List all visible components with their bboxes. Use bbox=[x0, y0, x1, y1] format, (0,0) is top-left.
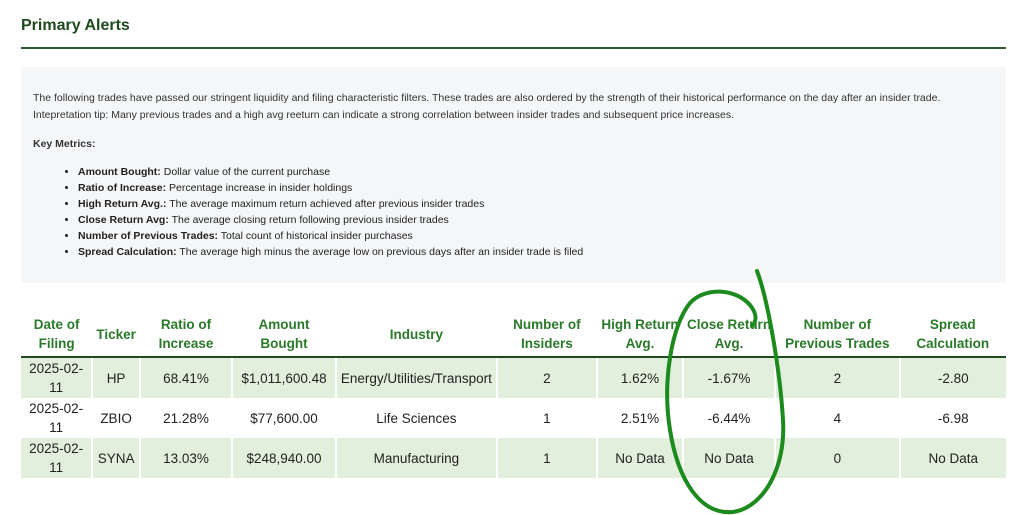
metric-term: Close Return Avg: bbox=[78, 214, 169, 226]
column-header-industry[interactable]: Industry bbox=[336, 312, 497, 357]
cell-previous-trades: 0 bbox=[775, 438, 900, 478]
cell-ratio: 68.41% bbox=[140, 357, 232, 398]
cell-amount: $248,940.00 bbox=[232, 438, 336, 478]
metric-definition: The average high minus the average low on previous days after an insider trade is filed bbox=[179, 246, 584, 258]
metric-item bbox=[78, 180, 583, 196]
description-line-2: Intepretation tip: Many previous trades and a high avg reeturn can indicate a strong correlation between insider trades and subsequent price increases. bbox=[33, 109, 735, 121]
column-header-number-of-previous-trades[interactable]: Number of Previous Trades bbox=[775, 312, 900, 357]
info-description bbox=[33, 90, 993, 124]
cell-industry: Life Sciences bbox=[336, 398, 497, 438]
cell-close-return: -6.44% bbox=[683, 398, 775, 438]
column-header-date-of-filing[interactable]: Date of Filing bbox=[21, 312, 92, 357]
cell-high-return: No Data bbox=[597, 438, 683, 478]
column-header-number-of-insiders[interactable]: Number of Insiders bbox=[497, 312, 597, 357]
metric-item bbox=[78, 196, 583, 212]
metric-definition: Total count of historical insider purchases bbox=[220, 230, 413, 242]
cell-ratio: 13.03% bbox=[140, 438, 232, 478]
metric-definition: Dollar value of the current purchase bbox=[163, 166, 331, 178]
cell-insiders: 2 bbox=[497, 357, 597, 398]
cell-amount: $1,011,600.48 bbox=[232, 357, 336, 398]
key-metrics-heading: Key Metrics: bbox=[33, 138, 96, 150]
cell-ticker: HP bbox=[92, 357, 140, 398]
metric-definition: The average maximum return achieved after previous insider trades bbox=[169, 198, 485, 210]
info-panel bbox=[21, 67, 1006, 283]
metric-term: Number of Previous Trades: bbox=[78, 230, 219, 242]
cell-close-return: -1.67% bbox=[683, 357, 775, 398]
cell-ticker: SYNA bbox=[92, 438, 140, 478]
cell-spread: -2.80 bbox=[900, 357, 1006, 398]
cell-previous-trades: 2 bbox=[775, 357, 900, 398]
cell-insiders: 1 bbox=[497, 438, 597, 478]
cell-ticker: ZBIO bbox=[92, 398, 140, 438]
table-row bbox=[21, 438, 1006, 478]
cell-spread: -6.98 bbox=[937, 410, 969, 426]
column-header-ratio-of-increase[interactable]: Ratio of Increase bbox=[140, 312, 232, 357]
metric-definition: Percentage increase in insider holdings bbox=[169, 182, 353, 194]
metric-item bbox=[78, 228, 583, 244]
metric-item bbox=[78, 212, 583, 228]
cell-ratio: 21.28% bbox=[140, 398, 232, 438]
table-row bbox=[21, 398, 1006, 438]
page-title: Primary Alerts bbox=[21, 17, 130, 34]
cell-high-return: 1.62% bbox=[597, 357, 683, 398]
cell-previous-trades: 4 bbox=[775, 398, 900, 438]
column-header-spread-calculation[interactable]: Spread Calculation bbox=[900, 312, 1006, 357]
column-header-amount-bought[interactable]: Amount Bought bbox=[232, 312, 336, 357]
alerts-table bbox=[21, 312, 1006, 478]
metric-item bbox=[78, 164, 583, 180]
key-metrics-list bbox=[65, 164, 583, 260]
cell-spread: No Data bbox=[900, 438, 1006, 478]
metric-term: High Return Avg.: bbox=[78, 198, 167, 210]
cell-close-return: No Data bbox=[683, 438, 775, 478]
column-header-high-return-avg[interactable]: High Return Avg. bbox=[597, 312, 683, 357]
description-line-1: The following trades have passed our stringent liquidity and filing characteristic filters. These trades are also ordered by the strength of their historical performance on the day after an insider trade. bbox=[33, 92, 941, 104]
cell-insiders: 1 bbox=[497, 398, 597, 438]
cell-industry: Manufacturing bbox=[336, 438, 497, 478]
metric-term: Spread Calculation: bbox=[78, 246, 177, 258]
cell-high-return: 2.51% bbox=[597, 398, 683, 438]
cell-date: 2025-02-11 bbox=[21, 357, 92, 398]
cell-amount: $77,600.00 bbox=[232, 398, 336, 438]
metric-definition: The average closing return following previous insider trades bbox=[171, 214, 449, 226]
table-row bbox=[21, 357, 1006, 398]
column-header-ticker[interactable]: Ticker bbox=[92, 312, 140, 357]
title-divider bbox=[21, 47, 1006, 49]
table-header-row bbox=[21, 312, 1006, 357]
metric-term: Ratio of Increase: bbox=[78, 182, 167, 194]
cell-industry: Energy/Utilities/Transport bbox=[336, 357, 497, 398]
column-header-close-return-avg[interactable]: Close Return Avg. bbox=[683, 312, 775, 357]
metric-item bbox=[78, 244, 583, 260]
cell-date: 2025-02-11 bbox=[21, 438, 92, 478]
metric-term: Amount Bought: bbox=[78, 166, 161, 178]
cell-date: 2025-02-11 bbox=[21, 398, 92, 438]
